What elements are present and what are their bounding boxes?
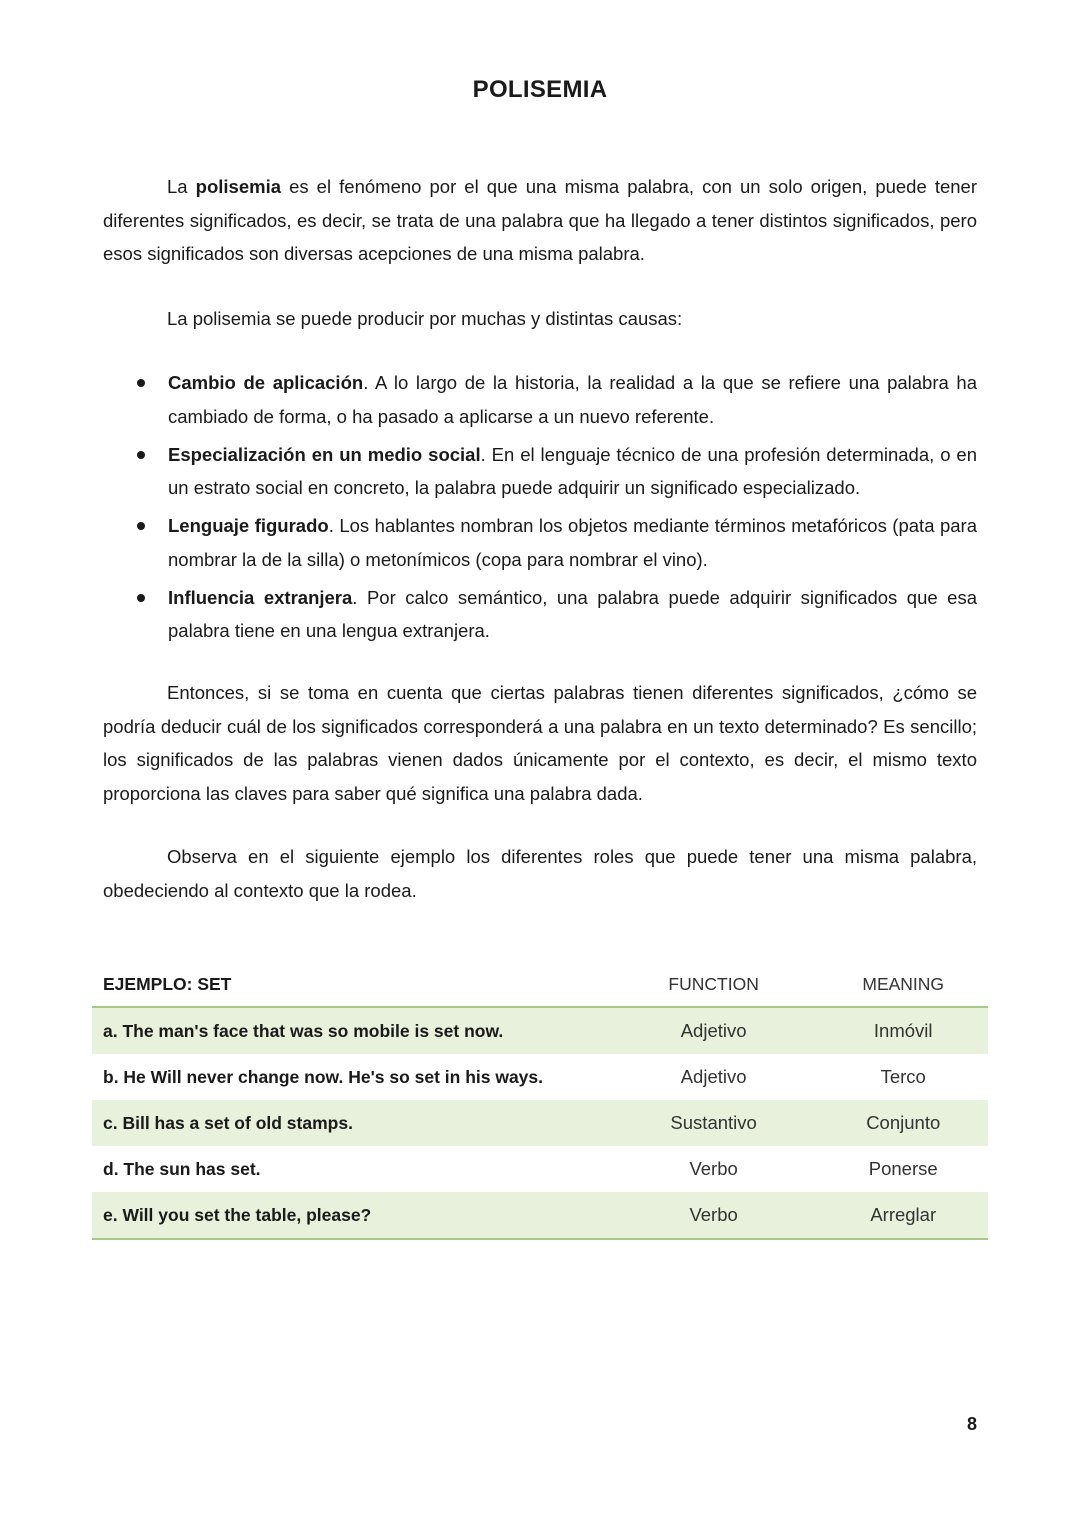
table-row (92, 1100, 988, 1146)
table-header (92, 962, 988, 1008)
page-title: POLISEMIA (472, 76, 608, 103)
intro-paragraph (103, 170, 977, 271)
bullet-icon (137, 522, 145, 530)
row-meaning: Terco (880, 1066, 926, 1087)
list-item (168, 581, 977, 648)
context-paragraph: Entonces, si se toma en cuenta que ciertas palabras tienen diferentes significados, ¿cómo se podría deducir cuál de los significados corresponderá a una palabra en un texto determinado? Es sencillo; los significados de las palabras vienen dados únicamente por el contexto, es decir, el mismo texto proporciona las claves para saber qué significa una palabra dada. (103, 682, 977, 804)
row-function: Sustantivo (670, 1112, 757, 1133)
row-function: Adjetivo (680, 1066, 747, 1087)
list-item (168, 509, 977, 576)
causes-intro: La polisemia se puede producir por muchas y distintas causas: (167, 308, 683, 329)
list-item (168, 366, 977, 433)
intro-lead: La (167, 176, 196, 197)
cause-term: Lenguaje figurado (168, 515, 329, 536)
intro-term: polisemia (195, 176, 281, 197)
row-sentence: c. Bill has a set of old stamps. (103, 1112, 353, 1133)
cause-term: Cambio de aplicación (168, 372, 364, 393)
row-sentence: b. He Will never change now. He's so set in his ways. (103, 1066, 544, 1087)
row-meaning: Arreglar (870, 1204, 937, 1225)
table-row (92, 1146, 988, 1192)
row-meaning: Inmóvil (873, 1020, 933, 1041)
row-sentence: a. The man's face that was so mobile is set now. (103, 1020, 504, 1041)
causes-list (168, 366, 977, 652)
cause-text: . Los hablantes nombran los objetos mediante términos metafóricos (pata para nombrar la de la silla) o metonímicos (copa para nombrar el vino). (168, 515, 977, 570)
row-sentence: d. The sun has set. (103, 1158, 261, 1179)
header-example: EJEMPLO: SET (103, 973, 232, 994)
table-row (92, 1054, 988, 1100)
row-meaning: Ponerse (868, 1158, 938, 1179)
cause-text: . En el lenguaje técnico de una profesión determinada, o en un estrato social en concreto, la palabra puede adquirir un significado especializado. (168, 443, 977, 498)
row-function: Adjetivo (680, 1020, 747, 1041)
cause-term: Influencia extranjera (168, 586, 353, 608)
table-row (92, 1192, 988, 1240)
cause-text: . A lo largo de la historia, la realidad a la que se refiere una palabra ha cambiado de forma, o ha pasado a aplicarse a un nuevo referente. (168, 372, 977, 427)
header-function: FUNCTION (668, 973, 759, 994)
bullet-icon (137, 594, 145, 602)
row-sentence: e. Will you set the table, please? (103, 1204, 372, 1225)
cause-text: . Por calco semántico, una palabra puede adquirir significados que esa palabra tiene en una lengua extranjera. (168, 586, 977, 641)
list-item (168, 438, 977, 505)
page-number: 8 (966, 1414, 977, 1434)
table-row (92, 1008, 988, 1054)
bullet-icon (137, 379, 145, 387)
example-table (92, 962, 988, 1240)
example-intro: Observa en el siguiente ejemplo los diferentes roles que puede tener una misma palabra, obedeciendo al contexto que la rodea. (103, 846, 977, 901)
intro-rest: es el fenómeno por el que una misma palabra, con un solo origen, puede tener diferentes significados, es decir, se trata de una palabra que ha llegado a tener distintos significados, pero esos significados son diversas acepciones de una misma palabra. (103, 176, 977, 264)
bullet-icon (137, 451, 145, 459)
cause-term: Especialización en un medio social (168, 443, 481, 465)
row-function: Verbo (689, 1158, 738, 1179)
row-function: Verbo (689, 1204, 738, 1225)
header-meaning: MEANING (862, 973, 945, 994)
row-meaning: Conjunto (866, 1112, 941, 1133)
